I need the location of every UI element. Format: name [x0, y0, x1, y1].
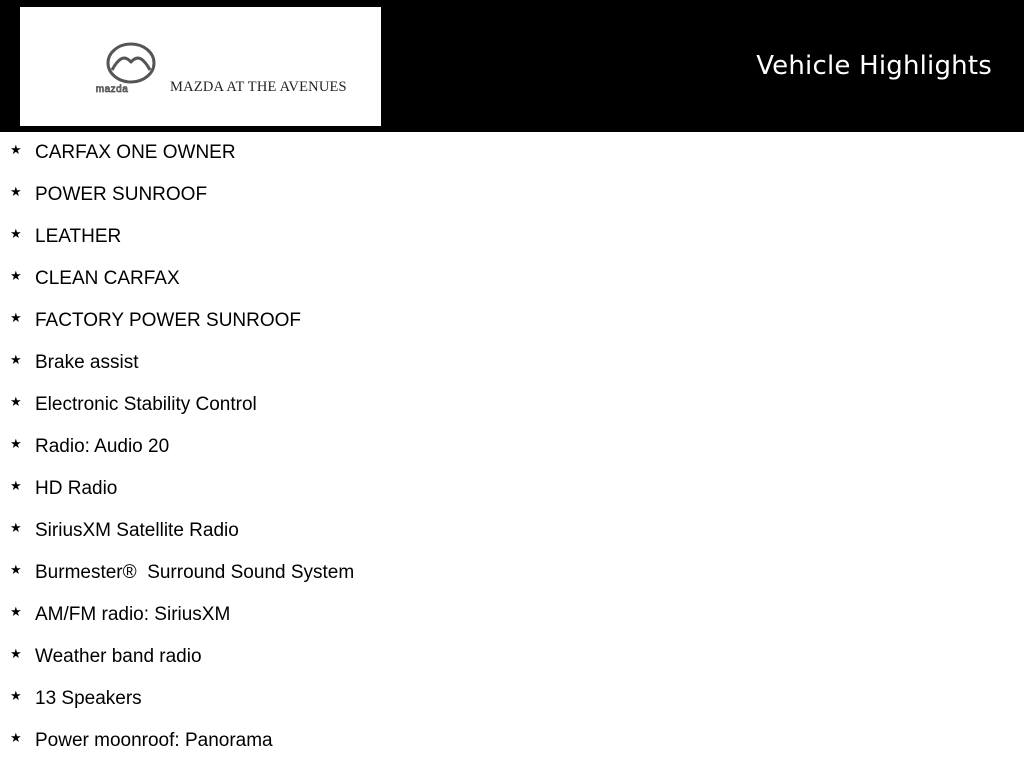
list-item: [0, 426, 1024, 468]
star-icon: ★: [10, 688, 22, 703]
star-icon: ★: [10, 394, 22, 409]
list-item: [0, 594, 1024, 636]
star-icon: ★: [10, 562, 22, 577]
highlight-label: Power moonroof: Panorama: [35, 730, 273, 751]
star-icon: ★: [10, 436, 22, 451]
highlight-label: FACTORY POWER SUNROOF: [35, 310, 302, 331]
highlight-label: Electronic Stability Control: [35, 394, 257, 415]
list-item: [0, 384, 1024, 426]
highlight-label: CARFAX ONE OWNER: [35, 142, 236, 163]
highlight-label: 13 Speakers: [35, 688, 142, 709]
brand-wordmark: mazda: [95, 84, 129, 95]
list-item: [0, 216, 1024, 258]
star-icon: ★: [10, 520, 22, 535]
list-item: [0, 174, 1024, 216]
star-icon: ★: [10, 730, 22, 745]
highlight-label: Radio: Audio 20: [35, 436, 170, 457]
highlight-label: Burmester® Surround Sound System: [35, 562, 355, 583]
mazda-emblem-icon: [104, 41, 158, 89]
list-item: [0, 258, 1024, 300]
list-item: [0, 552, 1024, 594]
star-icon: ★: [10, 142, 22, 157]
highlight-label: AM/FM radio: SiriusXM: [35, 604, 231, 625]
highlight-label: POWER SUNROOF: [35, 184, 208, 205]
list-item: [0, 510, 1024, 552]
highlights-list: [0, 132, 1024, 762]
list-item: [0, 720, 1024, 762]
highlight-label: SiriusXM Satellite Radio: [35, 520, 239, 541]
dealer-name: MAZDA AT THE AVENUES: [170, 79, 347, 95]
highlight-label: LEATHER: [35, 226, 122, 247]
star-icon: ★: [10, 604, 22, 619]
header-bar: [0, 0, 1024, 132]
page-title: Vehicle Highlights: [756, 51, 992, 81]
star-icon: ★: [10, 478, 22, 493]
highlight-label: Brake assist: [35, 352, 139, 373]
highlight-label: Weather band radio: [35, 646, 202, 667]
list-item: [0, 300, 1024, 342]
star-icon: ★: [10, 268, 22, 283]
list-item: [0, 342, 1024, 384]
star-icon: ★: [10, 226, 22, 241]
highlight-label: HD Radio: [35, 478, 118, 499]
star-icon: ★: [10, 646, 22, 661]
highlight-label: CLEAN CARFAX: [35, 268, 180, 289]
list-item: [0, 468, 1024, 510]
star-icon: ★: [10, 184, 22, 199]
list-item: [0, 132, 1024, 174]
list-item: [0, 678, 1024, 720]
list-item: [0, 636, 1024, 678]
dealer-logo[interactable]: [20, 7, 381, 126]
star-icon: ★: [10, 352, 22, 367]
star-icon: ★: [10, 310, 22, 325]
